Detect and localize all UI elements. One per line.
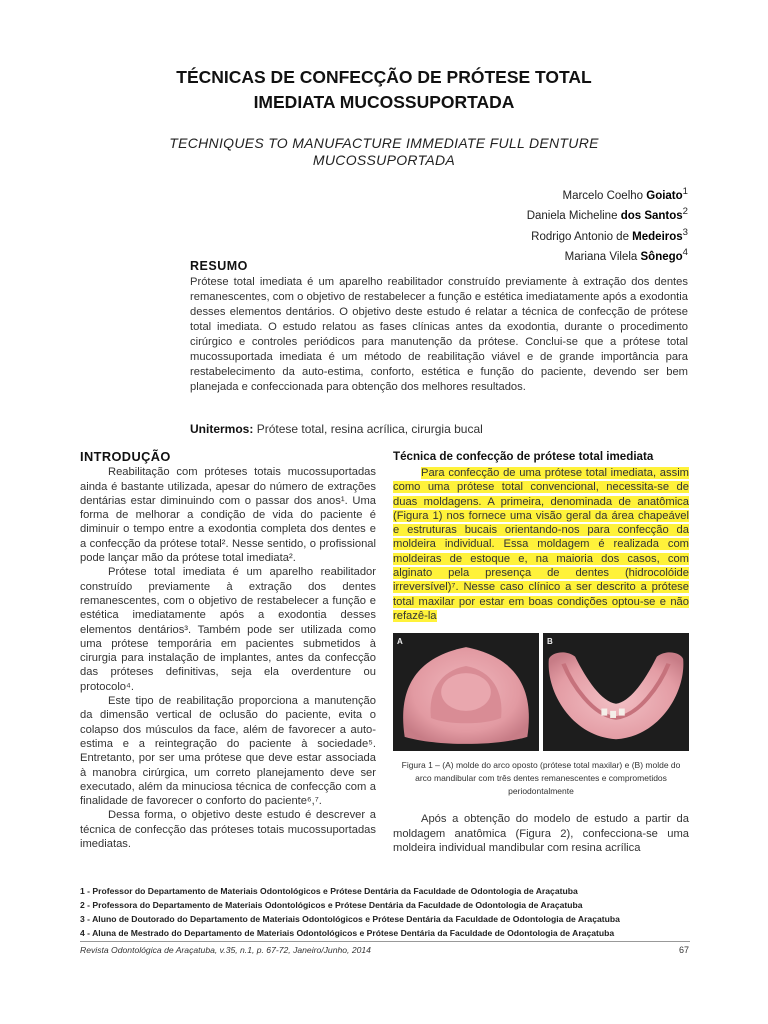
author-3: Rodrigo Antonio de Medeiros$^3$	[531, 226, 688, 243]
footnote-3: 3 - Aluno de Doutorado do Departamento de Materiais Odontológicos e Prótese Dentária da Faculdade de Odontologia de Araçatuba	[80, 914, 620, 924]
footnote-1: 1 - Professor do Departamento de Materiais Odontológicos e Prótese Dentária da Faculdade de Odontologia de Araçatuba	[80, 886, 578, 896]
english-title-line-2: MUCOSSUPORTADA	[312, 152, 456, 168]
figure-1b-photo	[543, 633, 689, 751]
introduction-heading: INTRODUÇÃO	[80, 449, 171, 464]
footnote-2: 2 - Professora do Departamento de Materiais Odontológicos e Prótese Dentária da Faculdade de Odontologia de Araçatuba	[80, 900, 583, 910]
footer-divider	[80, 941, 690, 942]
english-title-line-1: TECHNIQUES TO MANUFACTURE IMMEDIATE FULL DENTURE	[169, 135, 599, 151]
technique-heading: Técnica de confecção de prótese total imediata	[393, 450, 654, 463]
author-list	[527, 184, 688, 265]
figure-1a-photo	[393, 633, 539, 751]
figure-1-caption: Figura 1 – (A) molde do arco oposto (prótese total maxilar) e (B) molde do arco mandibular com três dentes remanescentes e comprometidos periodontalmente	[401, 760, 681, 797]
author-2: Daniela Micheline dos Santos$^2$	[526, 206, 688, 223]
figure-1	[393, 633, 689, 751]
abstract-text: Prótese total imediata é um aparelho reabilitador construído previamente à extração dos dentes remanescentes, com o objetivo de restabelecer a função e estética imediatamente após a exodontia desses elementos dentários. O objetivo deste estudo é relatar a técnica de confecção de prótese total imediata. O estudo relatou as fases clínicas antes da exodontia, durante o procedimento cirúrgico e controles periódicos para manutenção da prótese. Conclui-se que a prótese total mucossuportada imediata é um método de reabilitação viável e de grande importância para restabelecimento da auto-estima, conforto, estética e função do paciente, devendo ser bem planejada e confeccionada para obtenção dos melhores resultados.	[190, 276, 688, 393]
abstract-heading: RESUMO	[190, 259, 248, 273]
mandibular-impression-image	[543, 633, 689, 751]
maxillary-impression-image	[393, 633, 539, 751]
article-title-line-2: IMEDIATA MUCOSSUPORTADA	[253, 92, 515, 112]
keywords-label: Unitermos:	[190, 422, 254, 436]
author-affiliations	[80, 884, 690, 940]
keywords	[190, 422, 483, 436]
journal-citation: Revista Odontológica de Araçatuba, v.35, n.1, p. 67-72, Janeiro/Junho, 2014	[80, 945, 371, 955]
keywords-text: Prótese total, resina acrílica, cirurgia bucal	[256, 422, 483, 436]
figure-label-a: A	[397, 637, 403, 647]
highlighted-text: Para confecção de uma prótese total imediata, assim como uma prótese total convencional, necessita-se de duas moldagens. A primeira, denominada de anatômica (Figura 1) nos fornece uma visão geral da área chapeável e estruturas bucais orientando-nos para confecção da moldeira individual. Essa moldagem é realizada com moldeiras de estoque e, na maioria dos casos, com alginato pela presença de dentes (hidrocolóide irreversível)⁷. Nesse caso clínico a ser descrito a prótese total maxilar por estar em boas condições optou-se e não refazê-la	[393, 467, 689, 622]
technique-paragraph	[393, 466, 689, 623]
right-column	[393, 450, 689, 855]
figure-label-b: B	[547, 637, 553, 647]
page-number: 67	[678, 945, 689, 955]
intro-paragraph-2: Prótese total imediata é um aparelho reabilitador construído previamente à extração dos dentes remanescentes, com o objetivo de restabelecer a função e estética imediatamente após a exodontia desses elementos dentários³. Também pode ser utilizada como uma prótese temporária em pacientes submetidos à cirurgia para instalação de implantes, antes da confecção das próteses definitivas, seja ela overdenture ou protocolo⁴.	[80, 566, 376, 693]
author-1: Marcelo Coelho Goiato$^1$	[562, 186, 688, 202]
article-title-line-1: TÉCNICAS DE CONFECÇÃO DE PRÓTESE TOTAL	[176, 67, 592, 87]
author-4: Mariana Vilela Sônego$^4$	[564, 246, 688, 263]
footnote-4: 4 - Aluna de Mestrado do Departamento de Materiais Odontológicos e Prótese Dentária da Faculdade de Odontologia de Araçatuba	[80, 928, 615, 938]
intro-paragraph-4: Dessa forma, o objetivo deste estudo é descrever a técnica de confecção das próteses totais mucossuportadas imediatas.	[80, 809, 376, 851]
left-column	[80, 450, 376, 851]
intro-paragraph-3: Este tipo de reabilitação proporciona a manutenção da dimensão vertical de oclusão do paciente, evita o colapso dos músculos da face, além de favorecer a auto-estima e a reintegração do paciente à sociedade⁵. Entretanto, por ser uma prótese que deve estar associada à manobra cirúrgica, um correto planejamento deve ser executado, além da minuciosa técnica de confecção com a finalidade de favorecer o conforto do paciente⁶,⁷.	[80, 695, 376, 808]
intro-paragraph-1: Reabilitação com próteses totais mucossuportadas ainda é bastante utilizada, apesar do número de extrações dentárias estar diminuindo com o passar dos anos¹. Uma forma de melhorar a condição de vida do paciente é diminuir o tempo entre a exodontia completa dos dentes e a confecção da prótese total². Nesse sentido, o profissional pode lançar mão da prótese total imediata².	[80, 466, 376, 565]
technique-paragraph-2: Após a obtenção do modelo de estudo a partir da moldagem anatômica (Figura 2), confecciona-se uma moldeira individual mandibular com resina acrílica	[393, 813, 689, 854]
